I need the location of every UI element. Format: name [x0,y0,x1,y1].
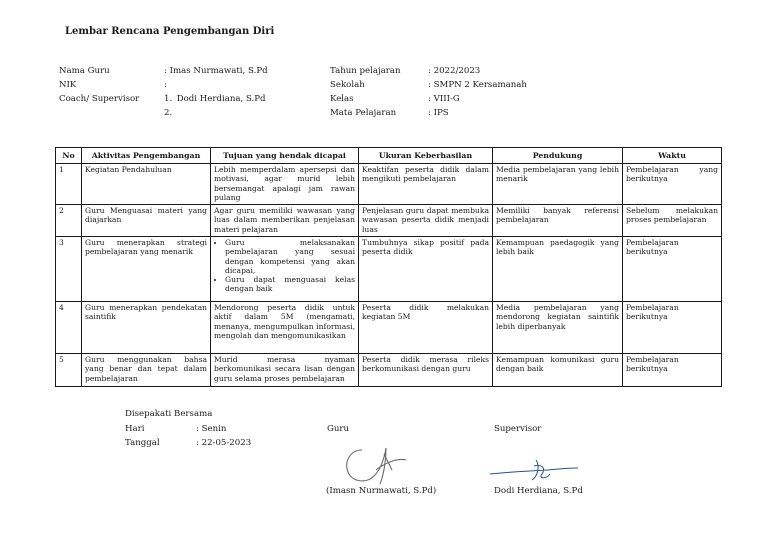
row-aktivitas: Kegiatan Pendahuluan [82,164,211,205]
kelas-value: : VIII-G [428,94,460,104]
row-tujuan: Mendorong peserta didik untuk aktif dalam 5M (mengamati, menanya, mengumpulkan informasi, mengolah dan mengomunikasikan [211,302,359,354]
row-aktivitas: Guru menerapkan strategi pembelajaran yang menarik [82,237,211,302]
row-aktivitas: Guru Menguasai materi yang diajarkan [82,205,211,237]
table-row [56,354,722,387]
row-pendukung: Kemampuan paedagogik yang lebih baik [493,237,623,302]
sekolah-label: Sekolah [330,80,365,90]
mapel-label: Mata Pelajaran [330,108,397,118]
tujuan-bullet: • Guru dapat menguasai kelas dengan baik [225,275,355,293]
nama-guru-label: Nama Guru [59,66,110,76]
document-title: Lembar Rencana Pengembangan Diri [65,26,275,37]
hari-value: : Senin [196,424,227,434]
row-ukuran: Peserta didik melakukan kegiatan 5M [359,302,493,354]
row-waktu: Pembelajaran berikutnya [623,302,722,354]
info-left [59,64,268,120]
row-ukuran: Peserta didik merasa rileks berkomunikasi dengan guru [359,354,493,387]
guru-label: Guru [327,424,350,434]
row-waktu: Pembelajaran berikutnya [623,237,722,302]
header-tujuan: Tujuan yang hendak dicapai [211,148,359,164]
supervisor-label: Supervisor [494,424,542,434]
row-no: 4 [56,302,82,354]
row-tujuan: Murid merasa nyaman berkomunikasi secara lisan dengan guru selama proses pembelajaran [211,354,359,387]
row-waktu: Pembelajaran yang berikutnya [623,164,722,205]
tahun-value: : 2022/2023 [428,66,481,76]
header-no: No [56,148,82,164]
row-pendukung: Kemampuan komunikasi guru dengan baik [493,354,623,387]
kelas-label: Kelas [330,94,354,104]
row-aktivitas: Guru menerapkan pendekatan saintifik [82,302,211,354]
guru-signature [340,440,412,490]
row-no: 5 [56,354,82,387]
row-aktivitas: Guru menggunakan bahsa yang benar dan tepat dalam pembelajaran [82,354,211,387]
supervisor-signature [488,456,580,484]
table-row [56,205,722,237]
guru-name: (Imasn Nurmawati, S.Pd) [326,486,437,496]
tujuan-bullet: • Guru melaksanakan pembelajaran yang sesuai dengan kompetensi yang akan dicapai, [225,238,355,275]
row-tujuan [211,237,359,302]
tujuan-bullet-list [214,238,355,293]
header-waktu: Waktu [623,148,722,164]
row-ukuran: Keaktifan peserta didik dalam mengikuti pembelajaran [359,164,493,205]
tanggal-label: Tanggal [125,438,160,448]
agreement-heading: Disepakati Bersama [125,409,213,419]
nama-guru-value: : Imas Nurmawati, S.Pd [164,66,268,76]
coach-label: Coach/ Supervisor [59,94,140,104]
row-no: 1 [56,164,82,205]
header-aktivitas: Aktivitas Pengembangan [82,148,211,164]
row-no: 3 [56,237,82,302]
coach-name-item: 1. Dodi Herdiana, S.Pd [164,94,266,104]
nik-value: : [164,80,167,90]
row-ukuran: Penjelasan guru dapat membuka wawasan peserta didik menjadi luas [359,205,493,237]
row-pendukung: Media pembelajaran yang lebih menarik [493,164,623,205]
coach-names-list [164,92,266,120]
coach-name-item: 2. [164,108,173,118]
mapel-value: : IPS [428,108,449,118]
table-row [56,302,722,354]
row-waktu: Pembelajaran berikutnya [623,354,722,387]
development-plan-table [55,147,722,387]
tahun-label: Tahun pelajaran [330,66,401,76]
supervisor-name: Dodi Herdiana, S.Pd [494,486,583,496]
row-ukuran: Tumbuhnya sikap positif pada peserta didik [359,237,493,302]
sekolah-value: : SMPN 2 Kersamanah [428,80,527,90]
row-tujuan: Lebih memperdalam apersepsi dan motivasi, agar murid lebih bersemangat apalagi jam rawan pulang [211,164,359,205]
header-pendukung: Pendukung [493,148,623,164]
row-no: 2 [56,205,82,237]
tanggal-value: : 22-05-2023 [196,438,252,448]
table-row [56,164,722,205]
table-row [56,237,722,302]
row-pendukung: Media pembelajaran yang mendorong kegiatan saintifik lebih diperbanyak [493,302,623,354]
row-pendukung: Memiliki banyak referensi pembelajaran [493,205,623,237]
header-ukuran: Ukuran Keberhasilan [359,148,493,164]
hari-label: Hari [125,424,145,434]
info-right [330,64,527,120]
row-tujuan: Agar guru memiliki wawasan yang luas dalam memberikan penjelasan materi pelajaran [211,205,359,237]
nik-label: NIK [59,80,77,90]
table-header-row [56,148,722,164]
row-waktu: Sebelum melakukan proses pembelajaran [623,205,722,237]
